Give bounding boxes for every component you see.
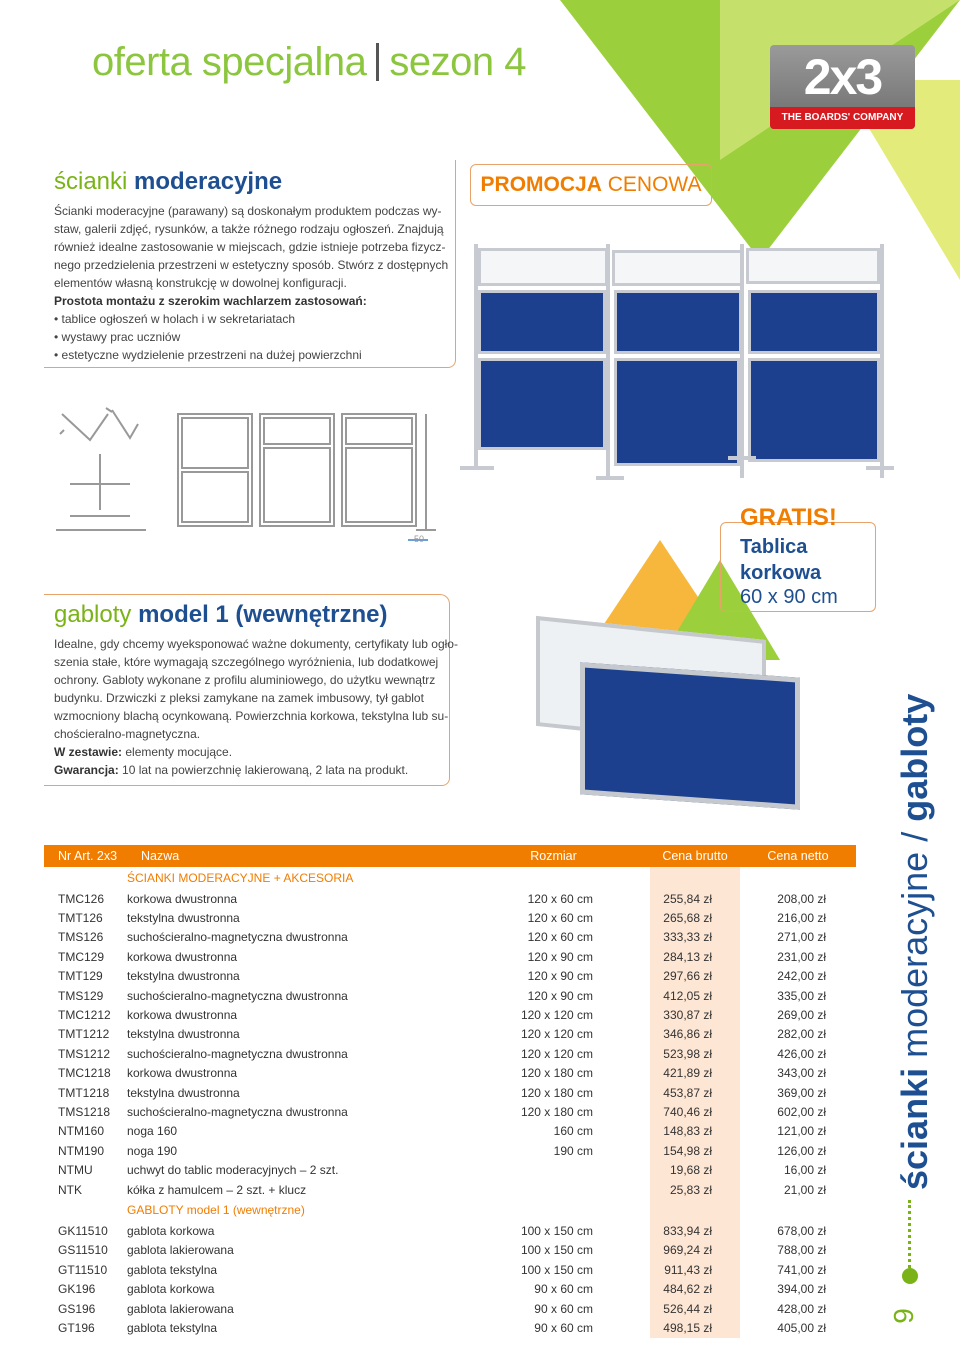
cell-gross: 498,15 zł	[650, 1318, 740, 1337]
section-showcases-title: gabloty model 1 (wewnętrzne)	[54, 601, 388, 628]
cell-gross: 969,24 zł	[650, 1241, 740, 1260]
wall-foot	[460, 466, 494, 470]
cell-size: 90 x 60 cm	[534, 1320, 593, 1335]
set-line: W zestawie: elementy mocujące.	[54, 745, 233, 759]
table-row	[44, 1299, 856, 1318]
table-section-row	[44, 867, 856, 889]
panel-sketch	[346, 418, 412, 444]
cell-gross: 297,66 zł	[650, 967, 740, 986]
cell-net: 231,00 zł	[777, 949, 826, 964]
cell-name: noga 190	[127, 1143, 178, 1158]
cell-name: tekstylna dwustronna	[127, 969, 240, 984]
cell-gross: 330,87 zł	[650, 1005, 740, 1024]
uses-heading: Prostota montażu z szerokim wachlarzem zastosowań:	[54, 294, 367, 308]
panel-sketch	[264, 418, 330, 444]
cell-net: 428,00 zł	[777, 1301, 826, 1316]
cell-gross: 453,87 zł	[650, 1083, 740, 1102]
use-item: • tablice ogłoszeń w holach i w sekretariatach	[54, 312, 295, 326]
cell-size: 120 x 120 cm	[520, 1027, 593, 1042]
table-row	[44, 1180, 856, 1199]
cell-art: GK11510	[58, 1223, 108, 1238]
table-row	[44, 967, 856, 986]
cell-art: TMC129	[58, 949, 105, 964]
cell-art: NTK	[58, 1182, 82, 1197]
cell-size: 120 x 120 cm	[520, 1046, 593, 1061]
cell-size: 120 x 180 cm	[520, 1066, 593, 1081]
cell-art: TMT129	[58, 969, 103, 984]
cell-art: TMC1218	[58, 1066, 111, 1081]
cell-gross: 346,86 zł	[650, 1025, 740, 1044]
wall-top-panel	[746, 248, 880, 284]
table-row	[44, 986, 856, 1005]
cell-art: TMS1218	[58, 1104, 111, 1119]
panel-sketch	[342, 414, 416, 526]
header-net: Cena netto	[740, 845, 856, 867]
cell-art: TMT1212	[58, 1027, 110, 1042]
panel-sketch	[182, 418, 248, 468]
cell-name: tekstylna dwustronna	[127, 1027, 240, 1042]
cell-size: 120 x 90 cm	[527, 969, 593, 984]
table-row	[44, 1025, 856, 1044]
table-row	[44, 1260, 856, 1279]
panel-sketch	[178, 414, 252, 526]
promo-badge: PROMOCJA CENOWA	[470, 164, 712, 206]
cell-size: 100 x 150 cm	[520, 1262, 593, 1277]
wall-top-panel	[612, 250, 744, 286]
cell-gross: 484,62 zł	[650, 1279, 740, 1298]
cell-size: 160 cm	[553, 1124, 593, 1139]
connector-diagram	[50, 400, 450, 560]
cell-gross: 154,98 zł	[650, 1141, 740, 1160]
cell-gross: 740,46 zł	[650, 1102, 740, 1121]
header-gross: Cena brutto	[650, 845, 740, 867]
cell-name: suchościeralno-magnetyczna dwustronna	[127, 1104, 348, 1119]
table-row	[44, 1102, 856, 1121]
connector-sketch	[62, 414, 108, 440]
table-row	[44, 1318, 856, 1337]
wall-foot	[596, 476, 624, 480]
table-row	[44, 1241, 856, 1260]
wall-leg	[880, 244, 884, 478]
panel-sketch	[264, 448, 330, 522]
cell-name: gablota lakierowana	[127, 1301, 234, 1316]
wall-board	[478, 358, 606, 450]
wall-board	[748, 290, 880, 354]
section-walls	[44, 160, 456, 368]
cell-art: TMC1212	[58, 1008, 111, 1023]
cell-size: 120 x 60 cm	[527, 891, 593, 906]
section-walls-description: Ścianki moderacyjne (parawany) są doskonałym produktem podczas wy- staw, galerii zdjęć, rysunków, a także różnego rodzaju ogłoszeń. Znajdują również idealne zastosowanie w miejscach, gdzie istnieje potrzeba fizycz- nego przedzielenia przestrzeni w estetyczny sposób. Stwórz z dostępnych elementów własną konstrukcję w dowolnej konfiguracji. Prostota montażu z szerokim wachlarzem zastosowań: • tablice ogłoszeń w holach i w sekretariatach • wystawy prac uczniów • estetyczne wydzielenie przestrzeni na dużej powierzchni	[54, 204, 449, 362]
cell-size: 120 x 60 cm	[527, 911, 593, 926]
title-part1: oferta specjalna	[92, 40, 367, 84]
page-title	[92, 40, 526, 85]
table-row	[44, 1064, 856, 1083]
cell-name: korkowa dwustronna	[127, 1008, 238, 1023]
table-header	[44, 845, 856, 867]
cell-size: 100 x 150 cm	[520, 1223, 593, 1238]
cell-net: 741,00 zł	[777, 1262, 826, 1277]
title-part2: sezon 4	[389, 40, 527, 84]
logo-main: 2x3	[803, 49, 882, 105]
brand-logo	[770, 45, 915, 129]
connector-sketch	[70, 454, 130, 516]
cell-net: 788,00 zł	[777, 1243, 826, 1258]
cell-name: uchwyt do tablic moderacyjnych – 2 szt.	[127, 1163, 339, 1178]
side-bullet	[902, 1268, 918, 1284]
cell-size: 120 x 60 cm	[527, 930, 593, 945]
cell-net: 16,00 zł	[783, 1163, 826, 1178]
table-row	[44, 1005, 856, 1024]
gratis-title: GRATIS!	[740, 504, 837, 531]
cell-name: tekstylna dwustronna	[127, 911, 240, 926]
cell-net: 678,00 zł	[777, 1223, 826, 1238]
table-row	[44, 1221, 856, 1240]
cell-art: GT11510	[58, 1262, 108, 1277]
cell-net: 21,00 zł	[783, 1182, 826, 1197]
wall-foot	[728, 456, 756, 460]
wall-board	[614, 290, 742, 354]
cell-net: 394,00 zł	[777, 1282, 826, 1297]
cell-gross: 148,83 zł	[650, 1122, 740, 1141]
cell-art: NTM160	[58, 1124, 105, 1139]
leg-sketch	[416, 414, 436, 530]
header-size: Rozmiar	[457, 845, 650, 867]
cell-gross: 19,68 zł	[650, 1160, 740, 1179]
section-walls-title: ścianki moderacyjne	[54, 168, 283, 195]
cell-art: TMS126	[58, 930, 104, 945]
cell-name: gablota korkowa	[127, 1282, 215, 1297]
cell-size: 90 x 60 cm	[534, 1301, 593, 1316]
cell-size: 120 x 180 cm	[520, 1104, 593, 1119]
section-label: GABLOTY model 1 (wewnętrzne)	[127, 1203, 305, 1218]
cell-art: GS196	[58, 1301, 96, 1316]
wall-leg	[740, 244, 744, 478]
cell-net: 426,00 zł	[777, 1046, 826, 1061]
cell-net: 126,00 zł	[777, 1143, 826, 1158]
cell-name: noga 160	[127, 1124, 178, 1139]
warranty-line: Gwarancja: 10 lat na powierzchnię lakierowaną, 2 lata na produkt.	[54, 763, 409, 777]
connector-sketch	[112, 410, 138, 438]
section-showcases	[44, 594, 458, 786]
cell-net: 343,00 zł	[777, 1066, 826, 1081]
cell-name: suchościeralno-magnetyczna dwustronna	[127, 1046, 348, 1061]
table-row	[44, 1122, 856, 1141]
use-item: • estetyczne wydzielenie przestrzeni na dużej powierzchni	[54, 348, 362, 362]
cell-gross: 265,68 zł	[650, 908, 740, 927]
cell-art: GK196	[58, 1282, 96, 1297]
cell-name: tekstylna dwustronna	[127, 1085, 240, 1100]
cell-name: suchościeralno-magnetyczna dwustronna	[127, 988, 348, 1003]
use-item: • wystawy prac uczniów	[54, 330, 181, 344]
table-section-row	[44, 1199, 856, 1221]
cell-gross: 523,98 zł	[650, 1044, 740, 1063]
cell-gross: 421,89 zł	[650, 1064, 740, 1083]
cell-net: 282,00 zł	[777, 1027, 826, 1042]
cell-net: 335,00 zł	[777, 988, 826, 1003]
table-row	[44, 1279, 856, 1298]
table-row	[44, 947, 856, 966]
section-showcases-description: Idealne, gdy chcemy wyeksponować ważne dokumenty, certyfikaty lub ogło- szenia stałe, które wymagają szczególnego wyróżnienia, lub dodatkowej ochrony. Gabloty wykonane z profilu aluminiowego, do użytku wewnątrz budynku. Drzwiczki z pleksi zamykane na zamek imbusowy, tył gablot wzmocniony blachą ocynkowaną. Powierzchnia korkowa, tekstylna lub su- chościeralno-magnetyczna. W zestawie: elementy mocujące. Gwarancja: 10 lat na powierzchnię lakierowaną, 2 lata na produkt.	[54, 637, 458, 777]
cell-art: GS11510	[58, 1243, 108, 1258]
side-title: ścianki moderacyjne / gabloty	[894, 693, 935, 1190]
table-row	[44, 1083, 856, 1102]
panel-sketch	[182, 472, 248, 522]
panel-sketch	[346, 448, 412, 522]
cell-name: gablota tekstylna	[127, 1320, 218, 1335]
cell-name: gablota korkowa	[127, 1223, 215, 1238]
cell-name: suchościeralno-magnetyczna dwustronna	[127, 930, 348, 945]
cell-size: 90 x 60 cm	[534, 1282, 593, 1297]
cell-gross: 25,83 zł	[650, 1180, 740, 1199]
wall-leg	[474, 244, 478, 470]
dimension-label: 50	[414, 534, 425, 544]
title-separator	[376, 43, 379, 81]
cell-size: 120 x 120 cm	[520, 1008, 593, 1023]
cell-gross: 412,05 zł	[650, 986, 740, 1005]
price-table	[44, 845, 856, 1338]
cell-gross: 284,13 zł	[650, 947, 740, 966]
table-row	[44, 928, 856, 947]
cell-net: 405,00 zł	[777, 1320, 826, 1335]
cell-gross: 255,84 zł	[650, 889, 740, 908]
cell-size: 100 x 150 cm	[520, 1243, 593, 1258]
wall-top-panel	[478, 248, 608, 286]
cell-size	[457, 1180, 650, 1199]
cell-net: 269,00 zł	[777, 1008, 826, 1023]
gratis-product: Tablica korkowa	[740, 536, 822, 584]
cell-art: TMT1218	[58, 1085, 110, 1100]
table-row	[44, 1044, 856, 1063]
showcase-front	[580, 662, 800, 809]
page-number: 9	[887, 1308, 919, 1324]
cell-name: korkowa dwustronna	[127, 949, 238, 964]
wall-board	[478, 290, 606, 354]
wall-board	[748, 358, 880, 462]
cell-net: 271,00 zł	[777, 930, 826, 945]
cell-net: 208,00 zł	[777, 891, 826, 906]
gratis-size: 60 x 90 cm	[740, 586, 838, 608]
cell-net: 216,00 zł	[777, 911, 826, 926]
cell-art: GT196	[58, 1320, 95, 1335]
header-art: Nr Art. 2x3	[44, 845, 127, 867]
cell-art: TMC126	[58, 891, 105, 906]
cell-name: gablota lakierowana	[127, 1243, 234, 1258]
table-row	[44, 889, 856, 908]
cell-net: 369,00 zł	[777, 1085, 826, 1100]
cell-gross: 911,43 zł	[650, 1260, 740, 1279]
cell-gross: 833,94 zł	[650, 1221, 740, 1240]
cell-art: TMS129	[58, 988, 104, 1003]
wall-foot	[866, 466, 894, 470]
wall-board	[614, 358, 740, 466]
cell-size: 190 cm	[553, 1143, 593, 1158]
cell-name: korkowa dwustronna	[127, 891, 238, 906]
cell-net: 602,00 zł	[777, 1104, 826, 1119]
panel-sketch	[260, 414, 334, 526]
table-row	[44, 1141, 856, 1160]
logo-tagline: THE BOARDS' COMPANY	[770, 107, 915, 129]
section-label: ŚCIANKI MODERACYJNE + AKCESORIA	[127, 871, 354, 885]
cell-net: 121,00 zł	[777, 1124, 826, 1139]
cell-art: NTMU	[58, 1163, 93, 1178]
wall-leg	[606, 244, 610, 478]
cell-size: 120 x 90 cm	[527, 949, 593, 964]
cell-size	[457, 1160, 650, 1179]
header-name: Nazwa	[127, 845, 457, 867]
table-row	[44, 1160, 856, 1179]
table-row	[44, 908, 856, 927]
cell-art: TMS1212	[58, 1046, 111, 1061]
cell-gross: 333,33 zł	[650, 928, 740, 947]
cell-name: korkowa dwustronna	[127, 1066, 238, 1081]
cell-name: kółka z hamulcem – 2 szt. + klucz	[127, 1182, 307, 1197]
cell-gross: 526,44 zł	[650, 1299, 740, 1318]
cell-art: NTM190	[58, 1143, 105, 1158]
cell-art: TMT126	[58, 911, 103, 926]
cell-net: 242,00 zł	[777, 969, 826, 984]
cell-name: gablota tekstylna	[127, 1262, 218, 1277]
cell-size: 120 x 180 cm	[520, 1085, 593, 1100]
cell-size: 120 x 90 cm	[527, 988, 593, 1003]
